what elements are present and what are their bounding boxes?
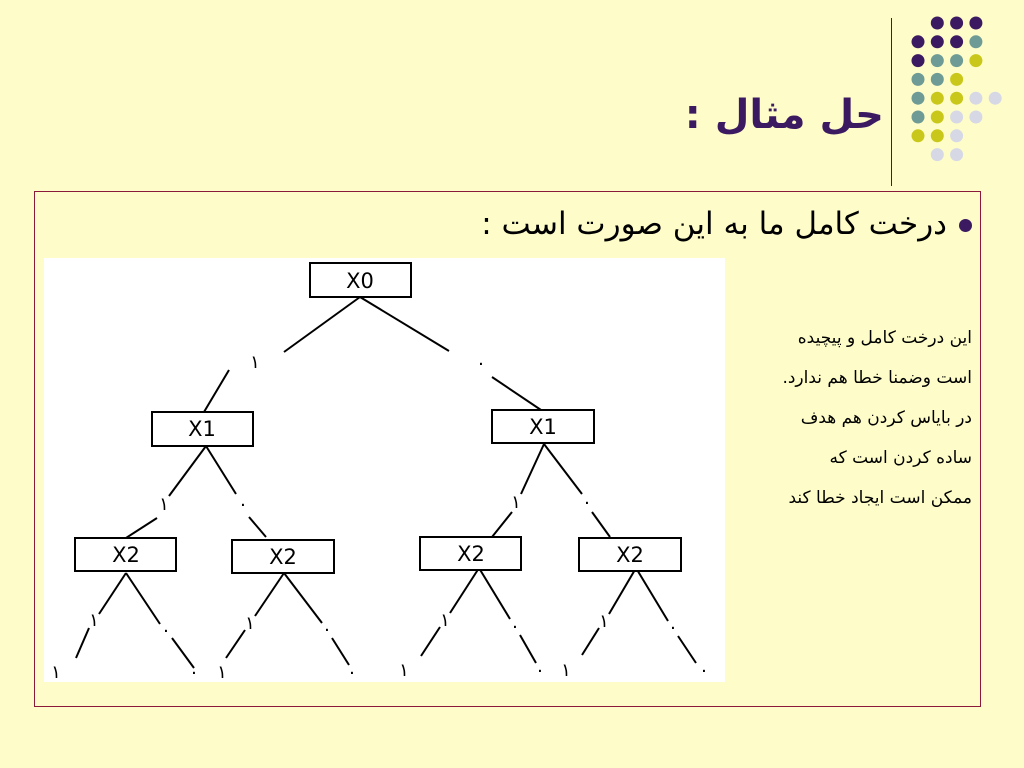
tree-edge: [450, 568, 479, 613]
leaf-label-one: ۱: [217, 662, 227, 682]
branch-label-zero: ٠: [510, 616, 520, 637]
tree-edge: [226, 630, 245, 658]
decorative-dot: [912, 54, 925, 67]
tree-edge: [592, 512, 610, 537]
branch-label-zero: ٠: [582, 492, 592, 513]
decorative-dot: [931, 111, 944, 124]
leaf-label-zero: ٠: [699, 660, 709, 681]
decorative-dot: [931, 35, 944, 48]
node-label: X1: [529, 415, 557, 439]
decorative-dot: [950, 17, 963, 30]
decorative-dot: [931, 54, 944, 67]
decorative-dot: [931, 73, 944, 86]
note-line: این درخت کامل و پیچیده: [797, 328, 972, 348]
tree-edge: [206, 446, 236, 494]
decorative-dot: [912, 111, 925, 124]
tree-edge: [479, 568, 510, 619]
branch-label-one: ۱: [159, 494, 169, 515]
branch-label-zero: ٠: [322, 619, 332, 640]
tree-edge: [284, 297, 360, 352]
tree-edge: [678, 636, 696, 663]
decorative-dot: [969, 17, 982, 30]
decorative-dot: [950, 54, 963, 67]
node-label: X2: [457, 542, 485, 566]
tree-edge: [421, 627, 440, 656]
branch-label-zero: ٠: [238, 494, 248, 515]
branch-label-one: ۱: [511, 492, 521, 513]
decorative-dot: [950, 111, 963, 124]
decorative-dot: [969, 111, 982, 124]
leaf-label-zero: ٠: [347, 662, 357, 682]
node-label: X2: [269, 545, 297, 569]
branch-label-one: ۱: [440, 610, 450, 631]
decorative-dot: [969, 92, 982, 105]
decorative-dot: [931, 17, 944, 30]
branch-label-one: ۱: [250, 352, 260, 373]
decorative-dot: [931, 92, 944, 105]
tree-edge: [492, 377, 544, 412]
decorative-dot: [969, 54, 982, 67]
bullet-text: درخت کامل ما به این صورت است :: [481, 206, 947, 242]
branch-label-one: ۱: [245, 613, 255, 634]
decorative-dot: [950, 92, 963, 105]
bullet-dot-icon: [959, 219, 972, 232]
bullet-item: [481, 206, 972, 242]
tree-edge: [492, 512, 512, 537]
decorative-dot: [950, 35, 963, 48]
tree-edge: [544, 444, 582, 494]
branch-label-zero: ٠: [161, 620, 171, 641]
tree-edge: [126, 518, 157, 538]
branch-label-one: ۱: [89, 610, 99, 631]
decorative-dot: [950, 129, 963, 142]
note-line: ساده کردن است که: [829, 448, 972, 468]
side-note: [712, 318, 972, 518]
tree-edge: [99, 573, 126, 614]
decorative-dot: [912, 35, 925, 48]
decorative-dot: [950, 148, 963, 161]
node-label: X1: [188, 417, 216, 441]
branch-label-zero: ٠: [476, 353, 486, 374]
tree-edge: [332, 638, 349, 665]
decorative-dot: [989, 92, 1002, 105]
note-line: در بایاس کردن هم هدف: [800, 408, 972, 428]
tree-edge: [284, 573, 322, 623]
tree-edge: [582, 628, 599, 655]
branch-label-zero: ٠: [668, 617, 678, 638]
decision-tree-diagram: [44, 258, 725, 682]
tree-edge: [76, 628, 89, 658]
tree-edge: [609, 568, 636, 614]
tree-edge: [360, 297, 449, 351]
tree-edge: [636, 568, 668, 621]
tree-edge: [126, 573, 160, 624]
title-divider-line: [891, 18, 892, 186]
tree-edge: [204, 370, 229, 412]
node-label: X2: [616, 543, 644, 567]
decision-tree-image: [44, 258, 725, 682]
leaf-label-one: ۱: [399, 660, 409, 681]
decorative-dot: [931, 148, 944, 161]
decorative-dot: [969, 35, 982, 48]
decorative-dot-grid: [0, 0, 1024, 170]
decorative-dot: [931, 129, 944, 142]
note-line: است وضمنا خطا هم ندارد.: [782, 368, 972, 388]
leaf-label-zero: ٠: [535, 660, 545, 681]
tree-edge: [521, 444, 544, 494]
decorative-dot: [912, 129, 925, 142]
leaf-label-one: ۱: [51, 662, 61, 682]
node-label: X2: [112, 543, 140, 567]
tree-edge: [520, 635, 536, 663]
decorative-dot: [912, 73, 925, 86]
slide-title: حل مثال :: [684, 92, 884, 138]
tree-edge: [249, 517, 266, 537]
node-label: X0: [346, 269, 374, 293]
leaf-label-one: ۱: [561, 660, 571, 681]
note-line: ممکن است ایجاد خطا کند: [788, 488, 972, 508]
leaf-label-zero: ٠: [189, 662, 199, 682]
decorative-dot: [950, 73, 963, 86]
tree-edge: [255, 573, 284, 616]
branch-label-one: ۱: [599, 611, 609, 632]
tree-edge: [169, 446, 206, 496]
decorative-dot: [912, 92, 925, 105]
